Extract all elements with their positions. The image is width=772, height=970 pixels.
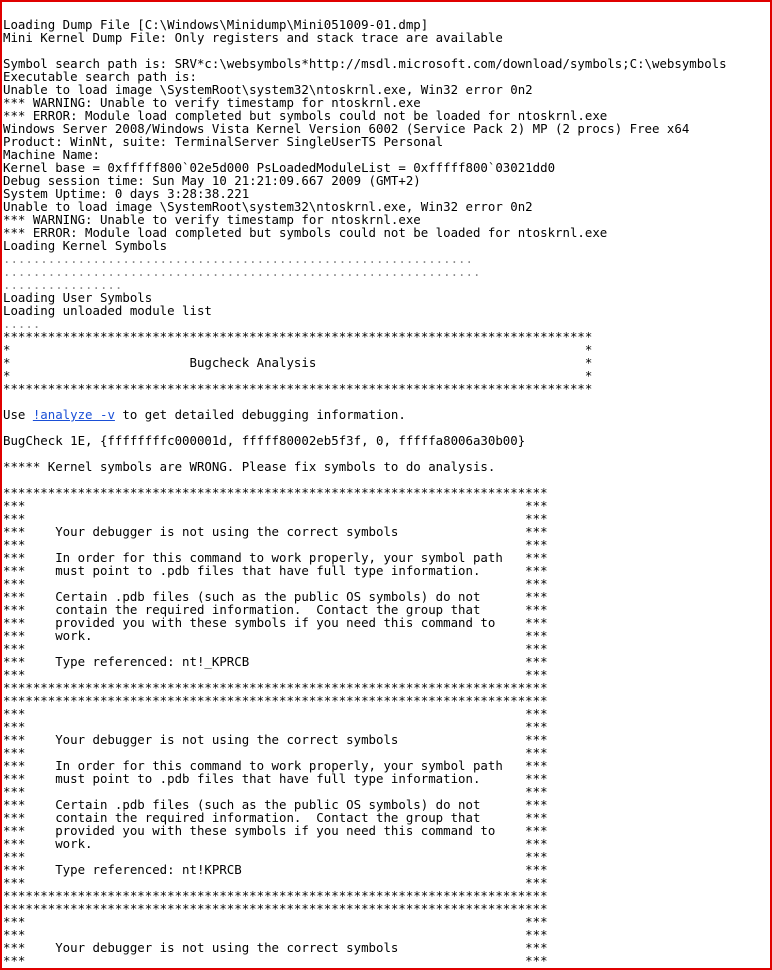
console-line: *** must point to .pdb files that have full type information. *** — [3, 771, 548, 786]
console-line: Executable search path is: — [3, 69, 197, 84]
console-line: *** must point to .pdb files that have full type information. *** — [3, 563, 548, 578]
analyze-hint-prefix: Use — [3, 407, 33, 422]
console-line: *** *** — [3, 784, 548, 799]
progress-dots-line: ..... — [3, 316, 41, 331]
debugger-console-output — [3, 18, 772, 967]
console-line: *** *** — [3, 511, 548, 526]
console-line: Windows Server 2008/Windows Vista Kernel Version 6002 (Service Pack 2) MP (2 procs) Free x64 — [3, 121, 690, 136]
console-line: *** Certain .pdb files (such as the public OS symbols) do not *** — [3, 589, 548, 604]
console-line: ************************************************************************* — [3, 888, 548, 903]
progress-dots-line: ................................................................ — [3, 264, 481, 279]
console-line: *** In order for this command to work properly, your symbol path *** — [3, 550, 548, 565]
analyze-hint-suffix: to get detailed debugging information. — [114, 407, 406, 422]
console-line: *** work. *** — [3, 628, 548, 643]
console-line: ************************************************************************* — [3, 680, 548, 695]
console-line: Loading User Symbols — [3, 290, 153, 305]
console-line: Unable to load image \SystemRoot\system32\ntoskrnl.exe, Win32 error 0n2 — [3, 82, 533, 97]
progress-dots-line: ................ — [3, 277, 123, 292]
console-line: Unable to load image \SystemRoot\system32\ntoskrnl.exe, Win32 error 0n2 — [3, 199, 533, 214]
console-line: *** Type referenced: nt!_KPRCB *** — [3, 654, 548, 669]
console-line: *** Certain .pdb files (such as the public OS symbols) do not *** — [3, 797, 548, 812]
console-line: *** *** — [3, 927, 548, 942]
console-line: *** provided you with these symbols if you need this command to *** — [3, 823, 548, 838]
console-line: *** In order for this command to work properly, your symbol path *** — [3, 758, 548, 773]
console-line: *** ERROR: Module load completed but symbols could not be loaded for ntoskrnl.exe — [3, 225, 608, 240]
analyze-v-command-link[interactable]: !analyze -v — [32, 407, 115, 422]
console-line: ***** Kernel symbols are WRONG. Please fix symbols to do analysis. — [3, 459, 496, 474]
console-line: Symbol search path is: SRV*c:\websymbols*http://msdl.microsoft.com/download/symbols;C:\websymbols — [3, 56, 727, 71]
console-line: *** *** — [3, 498, 548, 513]
console-line: *** *** — [3, 667, 548, 682]
console-line: Loading Dump File [C:\Windows\Minidump\Mini051009-01.dmp] — [3, 17, 429, 32]
console-line: *** *** — [3, 849, 548, 864]
console-line: Loading Kernel Symbols — [3, 238, 168, 253]
console-line: *** *** — [3, 875, 548, 890]
progress-dots-line: ............................................................... — [3, 251, 473, 266]
console-line: System Uptime: 0 days 3:28:38.221 — [3, 186, 250, 201]
console-line: *** *** — [3, 914, 548, 929]
analyze-hint-line — [3, 408, 772, 421]
console-line: *** contain the required information. Contact the group that *** — [3, 602, 548, 617]
console-line: *** *** — [3, 719, 548, 734]
console-line: *** Your debugger is not using the correct symbols *** — [3, 732, 548, 747]
console-line: ************************************************************************* — [3, 485, 548, 500]
console-line: *** *** — [3, 706, 548, 721]
console-line: Loading unloaded module list — [3, 303, 212, 318]
console-line: * * — [3, 368, 593, 383]
console-line: *** WARNING: Unable to verify timestamp for ntoskrnl.exe — [3, 212, 421, 227]
console-line: *** ERROR: Module load completed but symbols could not be loaded for ntoskrnl.exe — [3, 108, 608, 123]
console-line: * Bugcheck Analysis * — [3, 355, 593, 370]
console-line: *** WARNING: Unable to verify timestamp for ntoskrnl.exe — [3, 95, 421, 110]
console-line: *** Type referenced: nt!KPRCB *** — [3, 862, 548, 877]
console-line: *** *** — [3, 537, 548, 552]
console-line: Machine Name: — [3, 147, 100, 162]
console-line: BugCheck 1E, {ffffffffc000001d, fffff80002eb5f3f, 0, fffffa8006a30b00} — [3, 433, 526, 448]
console-line: ******************************************************************************* — [3, 381, 593, 396]
console-line: *** *** — [3, 953, 548, 968]
console-line: Debug session time: Sun May 10 21:21:09.667 2009 (GMT+2) — [3, 173, 421, 188]
console-line: *** *** — [3, 576, 548, 591]
console-line: *** *** — [3, 745, 548, 760]
console-line: ************************************************************************* — [3, 901, 548, 916]
console-line: *** contain the required information. Contact the group that *** — [3, 810, 548, 825]
console-line: *** Your debugger is not using the correct symbols *** — [3, 524, 548, 539]
console-line: *** work. *** — [3, 836, 548, 851]
console-line: ************************************************************************* — [3, 693, 548, 708]
console-line: Kernel base = 0xfffff800`02e5d000 PsLoadedModuleList = 0xfffff800`03021dd0 — [3, 160, 556, 175]
console-line: * * — [3, 342, 593, 357]
console-line: *** Your debugger is not using the correct symbols *** — [3, 940, 548, 955]
console-line: *** provided you with these symbols if you need this command to *** — [3, 615, 548, 630]
console-line: ******************************************************************************* — [3, 329, 593, 344]
console-line: Product: WinNt, suite: TerminalServer SingleUserTS Personal — [3, 134, 444, 149]
console-line: *** *** — [3, 641, 548, 656]
console-line: Mini Kernel Dump File: Only registers and stack trace are available — [3, 30, 503, 45]
